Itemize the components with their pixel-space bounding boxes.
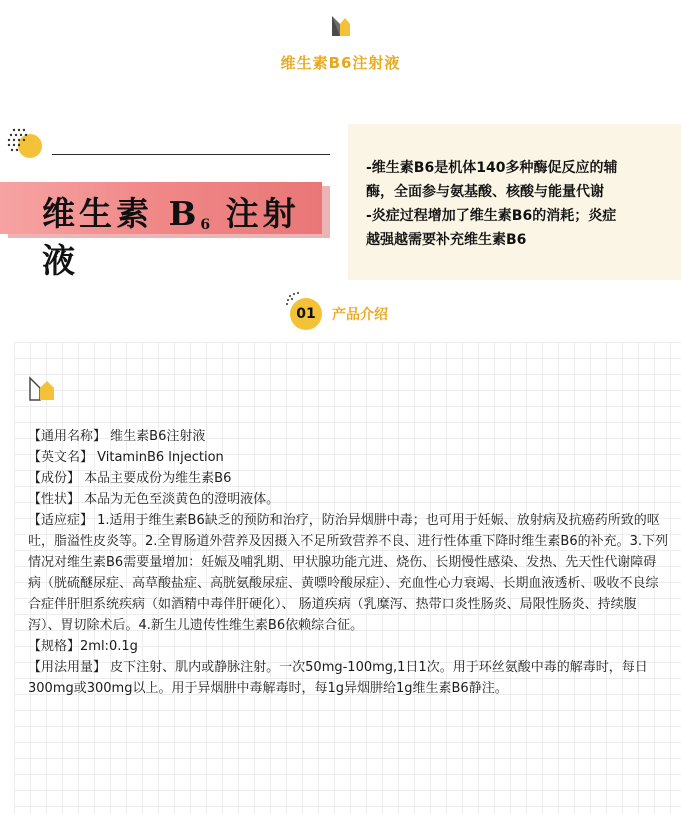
page-title: 维生素B6注射液	[280, 54, 401, 72]
value: 本品主要成份为维生素B6	[80, 471, 232, 486]
banner-title	[42, 188, 330, 282]
decorative-dots-icon	[4, 124, 48, 160]
value: 2ml:0.1g	[80, 639, 138, 654]
product-details	[28, 426, 668, 699]
product-banner	[0, 182, 330, 280]
section-title: 产品介绍	[332, 307, 388, 323]
field-english-name	[28, 447, 668, 468]
brand-logo-icon	[28, 376, 58, 402]
label: 【适应症】	[28, 513, 94, 528]
field-spec	[28, 636, 668, 657]
value: 皮下注射、肌内或静脉注射。一次50mg-100mg,1日1次。用于环丝氨酸中毒的解毒时，每日300mg或300mg以上。用于异烟肼中毒解毒时，每1g异烟肼给1g维生素B6静注。	[28, 660, 648, 696]
label: 【英文名】	[28, 450, 94, 465]
value: VitaminB6 lnjection	[93, 450, 224, 465]
value: 维生素B6注射液	[106, 429, 206, 444]
info-lines	[366, 156, 674, 252]
info-line: -维生素B6是机体140多种酶促反应的辅	[366, 160, 618, 176]
info-line: 越强越需要补充维生素B6	[366, 232, 527, 248]
field-property	[28, 489, 668, 510]
info-box	[348, 124, 681, 280]
section-badge	[284, 290, 326, 332]
section-number: 01	[290, 298, 322, 330]
info-line: 酶，全面参与氨基酸、核酸与能量代谢	[366, 184, 604, 200]
field-indication	[28, 510, 668, 636]
field-ingredient	[28, 468, 668, 489]
banner-title-tail: 注射液	[42, 194, 300, 280]
value: 1.适用于维生素B6缺乏的预防和治疗，防治异烟肼中毒；也可用于妊娠、放射病及抗癌药所致的呕吐，脂溢性皮炎等。2.全胃肠道外营养及因摄入不足所致营养不良、进行性体重下降时维生素B6的补充。3.下列情况对维生素B6需要量增加：妊娠及哺乳期、甲状腺功能亢进、烧伤、长期慢性感染、发热、先天性代谢障碍病（胱硫醚尿症、高草酸盐症、高胱氨酸尿症、黄嘌呤酸尿症）、充血性心力衰竭、长期血液透析、吸收不良综合症伴肝胆系统疾病（如酒精中毒伴肝硬化）、 肠道疾病（乳糜泻、热带口炎性肠炎、局限性肠炎、持续腹泻）、胃切除术后。4.新生儿遗传性维生素B6依赖综合征。	[28, 513, 668, 633]
banner-title-main: 维生素 B	[42, 194, 201, 233]
label: 【通用名称】	[28, 429, 107, 444]
label: 【规格】	[28, 639, 81, 654]
label: 【用法用量】	[28, 660, 107, 675]
brand-logo-icon	[330, 14, 352, 38]
info-line: -炎症过程增加了维生素B6的消耗；炎症	[366, 208, 617, 224]
field-usage	[28, 657, 668, 699]
field-generic-name	[28, 426, 668, 447]
banner-title-sub: 6	[200, 217, 211, 233]
divider	[52, 154, 330, 155]
value: 本品为无色至淡黄色的澄明液体。	[80, 492, 280, 507]
label: 【性状】	[28, 492, 81, 507]
label: 【成份】	[28, 471, 81, 486]
